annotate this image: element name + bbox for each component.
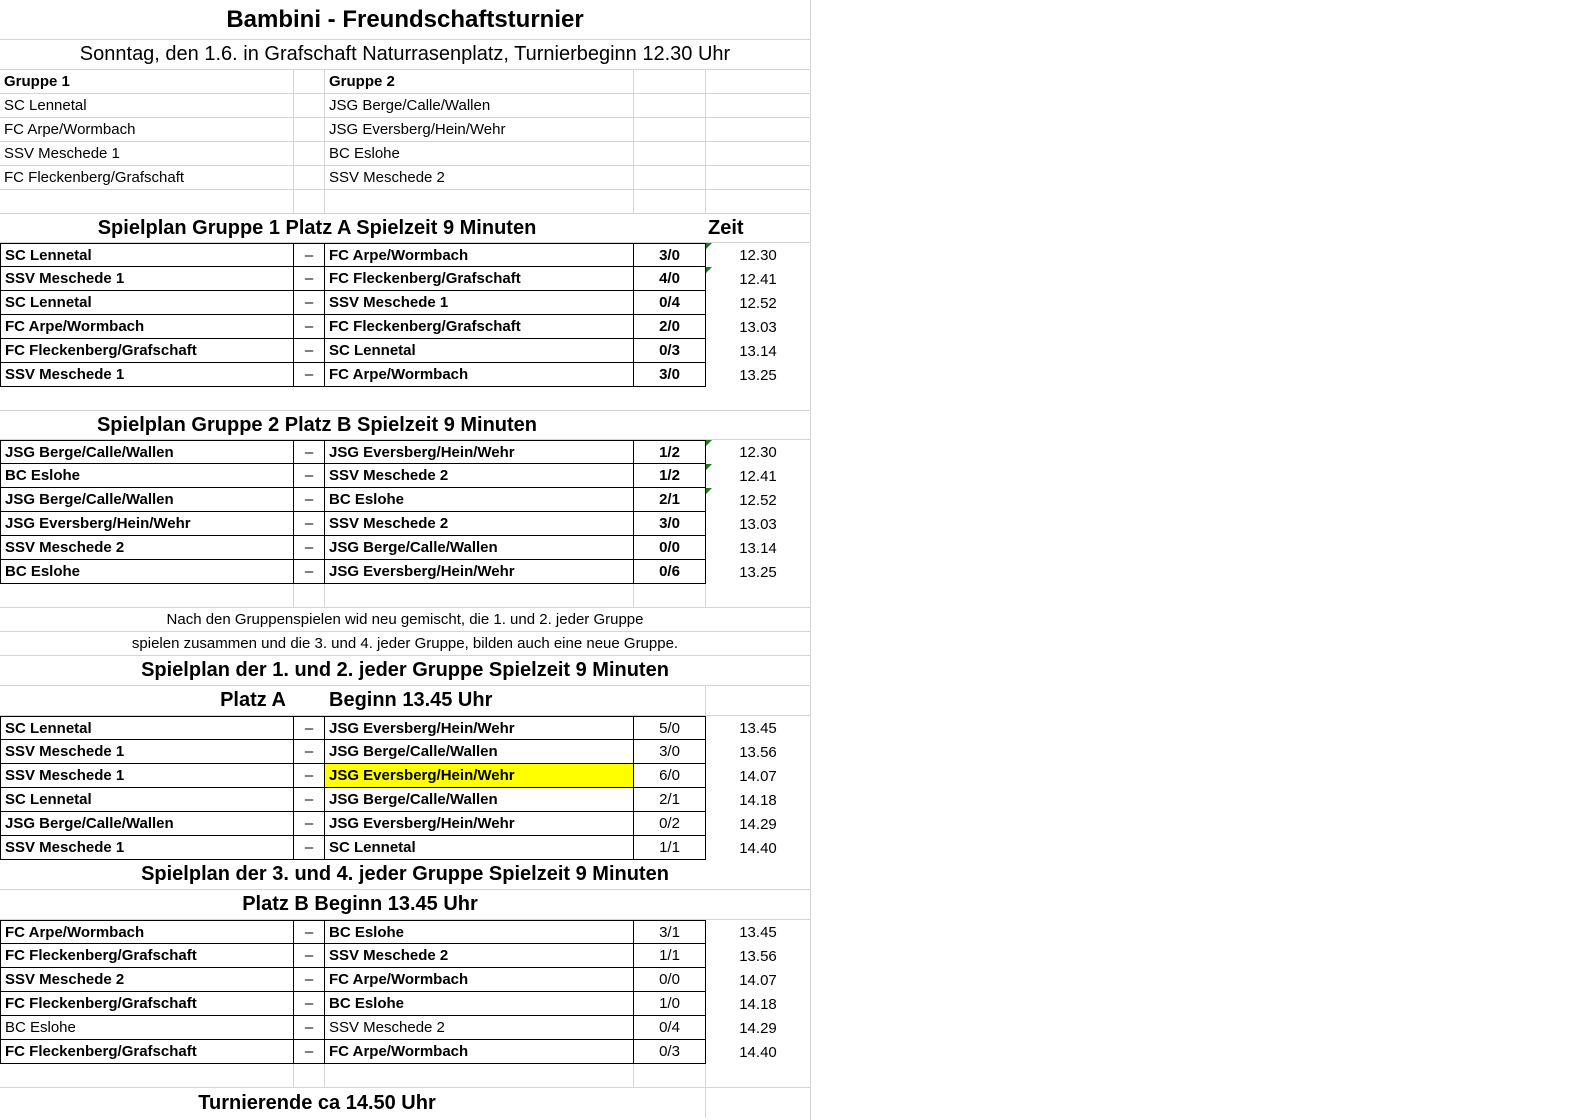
kickoff-time: 14.40	[739, 839, 777, 857]
title-row	[0, 0, 810, 40]
home-team: SSV Meschede 1	[0, 836, 294, 860]
home-team: BC Eslohe	[0, 1016, 294, 1040]
home-team: BC Eslohe	[0, 560, 294, 584]
away-team: JSG Eversberg/Hein/Wehr	[325, 440, 634, 464]
away-team: JSG Berge/Calle/Wallen	[325, 740, 634, 764]
away-team: FC Arpe/Wormbach	[325, 968, 634, 992]
kickoff-time: 14.29	[739, 1019, 777, 1037]
kickoff-time: 12.52	[739, 491, 777, 509]
versus-dash: –	[294, 1040, 325, 1064]
score: 1/2	[634, 440, 706, 464]
away-team: SSV Meschede 2	[325, 464, 634, 488]
comment-marker-icon	[706, 267, 712, 273]
kickoff-time: 13.56	[739, 743, 777, 761]
score: 2/1	[634, 488, 706, 512]
group1-team: FC Fleckenberg/Grafschaft	[0, 166, 294, 189]
versus-dash: –	[294, 992, 325, 1016]
game-row	[0, 1016, 810, 1040]
home-team: FC Fleckenberg/Grafschaft	[0, 1040, 294, 1064]
section1-heading: Spielplan Gruppe 1 Platz A Spielzeit 9 Minuten	[97, 216, 537, 239]
kickoff-time: 12.41	[739, 270, 777, 288]
group1-team: SSV Meschede 1	[0, 142, 294, 165]
kickoff-time: 14.18	[739, 791, 777, 809]
group2-label: Gruppe 2	[325, 70, 634, 93]
score: 1/0	[634, 992, 706, 1016]
empty-row	[0, 584, 810, 608]
note-row	[0, 608, 810, 632]
kickoff-time: 13.14	[739, 539, 777, 557]
home-team: SSV Meschede 1	[0, 740, 294, 764]
score: 3/1	[634, 920, 706, 944]
empty-row	[0, 1064, 810, 1088]
kickoff-time: 12.30	[739, 443, 777, 461]
game-row	[0, 243, 810, 267]
versus-dash: –	[294, 740, 325, 764]
away-team: FC Arpe/Wormbach	[325, 363, 634, 387]
group2-team: BC Eslohe	[325, 142, 634, 165]
section2-heading-row	[0, 411, 810, 440]
game-row	[0, 560, 810, 584]
page-subtitle: Sonntag, den 1.6. in Grafschaft Naturrasenplatz, Turnierbeginn 12.30 Uhr	[79, 43, 731, 65]
score: 0/4	[634, 1016, 706, 1040]
comment-marker-icon	[706, 464, 712, 470]
home-team: JSG Berge/Calle/Wallen	[0, 440, 294, 464]
versus-dash: –	[294, 836, 325, 860]
game-row	[0, 315, 810, 339]
game-row	[0, 1040, 810, 1064]
home-team: SSV Meschede 1	[0, 267, 294, 291]
game-row	[0, 764, 810, 788]
section2-heading: Spielplan Gruppe 2 Platz B Spielzeit 9 Minuten	[96, 413, 538, 436]
versus-dash: –	[294, 464, 325, 488]
score: 1/2	[634, 464, 706, 488]
versus-dash: –	[294, 488, 325, 512]
section4-heading: Spielplan der 3. und 4. jeder Gruppe Spielzeit 9 Minuten	[141, 863, 669, 885]
home-team: FC Arpe/Wormbach	[0, 315, 294, 339]
away-team: FC Arpe/Wormbach	[325, 243, 634, 267]
game-row	[0, 944, 810, 968]
away-team: BC Eslohe	[325, 992, 634, 1016]
empty-row	[0, 387, 810, 411]
home-team: SC Lennetal	[0, 243, 294, 267]
game-row	[0, 440, 810, 464]
section3-heading-row	[0, 656, 810, 686]
game-row	[0, 363, 810, 387]
section4-platz-beginn: Platz B Beginn 13.45 Uhr	[242, 893, 478, 915]
home-team: JSG Eversberg/Hein/Wehr	[0, 512, 294, 536]
versus-dash: –	[294, 512, 325, 536]
game-row	[0, 339, 810, 363]
kickoff-time: 13.25	[739, 563, 777, 581]
home-team: JSG Berge/Calle/Wallen	[0, 488, 294, 512]
kickoff-time: 12.52	[739, 294, 777, 312]
group2-team: SSV Meschede 2	[325, 166, 634, 189]
comment-marker-icon	[706, 243, 712, 249]
game-row	[0, 740, 810, 764]
score: 6/0	[634, 764, 706, 788]
kickoff-time: 13.14	[739, 342, 777, 360]
footer-row	[0, 1088, 810, 1118]
kickoff-time: 13.25	[739, 366, 777, 384]
versus-dash: –	[294, 788, 325, 812]
section3-games	[0, 716, 810, 860]
group-row	[0, 94, 810, 118]
group1-label: Gruppe 1	[0, 70, 294, 93]
away-team: JSG Eversberg/Hein/Wehr	[325, 560, 634, 584]
score: 1/1	[634, 836, 706, 860]
home-team: FC Arpe/Wormbach	[0, 920, 294, 944]
note-row	[0, 632, 810, 656]
section4-heading-row	[0, 860, 810, 890]
home-team: SSV Meschede 1	[0, 764, 294, 788]
home-team: SSV Meschede 2	[0, 536, 294, 560]
away-team: SSV Meschede 2	[325, 1016, 634, 1040]
kickoff-time: 12.41	[739, 467, 777, 485]
home-team: FC Fleckenberg/Grafschaft	[0, 944, 294, 968]
score: 0/3	[634, 1040, 706, 1064]
game-row	[0, 812, 810, 836]
game-row	[0, 512, 810, 536]
section2-games	[0, 440, 810, 584]
section3-platz-row	[0, 686, 810, 716]
versus-dash: –	[294, 315, 325, 339]
versus-dash: –	[294, 536, 325, 560]
group1-team: SC Lennetal	[0, 94, 294, 117]
home-team: SC Lennetal	[0, 716, 294, 740]
section4-platz-row	[0, 890, 810, 920]
kickoff-time: 13.45	[739, 923, 777, 941]
game-row	[0, 267, 810, 291]
group-row	[0, 166, 810, 190]
score: 0/4	[634, 291, 706, 315]
group-row	[0, 118, 810, 142]
away-team: SC Lennetal	[325, 836, 634, 860]
section3-beginn: Beginn 13.45 Uhr	[329, 689, 493, 711]
versus-dash: –	[294, 339, 325, 363]
game-row	[0, 968, 810, 992]
note-line-2: spielen zusammen und die 3. und 4. jeder Gruppe, bilden auch eine neue Gruppe.	[131, 635, 679, 652]
comment-marker-icon	[706, 440, 712, 446]
away-team: JSG Berge/Calle/Wallen	[325, 536, 634, 560]
away-team: FC Arpe/Wormbach	[325, 1040, 634, 1064]
away-team: JSG Berge/Calle/Wallen	[325, 788, 634, 812]
game-row	[0, 716, 810, 740]
section3-heading: Spielplan der 1. und 2. jeder Gruppe Spielzeit 9 Minuten	[141, 659, 669, 681]
away-team: BC Eslohe	[325, 488, 634, 512]
score: 4/0	[634, 267, 706, 291]
score: 3/0	[634, 243, 706, 267]
home-team: SC Lennetal	[0, 788, 294, 812]
note-line-1: Nach den Gruppenspielen wid neu gemischt, die 1. und 2. jeder Gruppe	[166, 611, 644, 628]
group2-team: JSG Eversberg/Hein/Wehr	[325, 118, 634, 141]
page-title: Bambini - Freundschaftsturnier	[226, 5, 584, 33]
score: 2/0	[634, 315, 706, 339]
versus-dash: –	[294, 764, 325, 788]
kickoff-time: 13.45	[739, 719, 777, 737]
time-column-label: Zeit	[708, 216, 744, 239]
score: 1/1	[634, 944, 706, 968]
score: 3/0	[634, 740, 706, 764]
tournament-end: Turnierende ca 14.50 Uhr	[198, 1091, 436, 1114]
section3-platz: Platz A	[220, 689, 286, 711]
score: 0/6	[634, 560, 706, 584]
empty-row	[0, 190, 810, 214]
away-team: JSG Eversberg/Hein/Wehr	[325, 764, 634, 788]
versus-dash: –	[294, 267, 325, 291]
section1-heading-row	[0, 214, 810, 243]
away-team: FC Fleckenberg/Grafschaft	[325, 267, 634, 291]
away-team: SSV Meschede 2	[325, 512, 634, 536]
group2-team: JSG Berge/Calle/Wallen	[325, 94, 634, 117]
versus-dash: –	[294, 363, 325, 387]
score: 0/0	[634, 536, 706, 560]
kickoff-time: 14.07	[739, 767, 777, 785]
versus-dash: –	[294, 1016, 325, 1040]
comment-marker-icon	[706, 488, 712, 494]
subtitle-row	[0, 40, 810, 70]
score: 0/2	[634, 812, 706, 836]
home-team: SSV Meschede 1	[0, 363, 294, 387]
home-team: FC Fleckenberg/Grafschaft	[0, 339, 294, 363]
versus-dash: –	[294, 920, 325, 944]
kickoff-time: 14.18	[739, 995, 777, 1013]
kickoff-time: 12.30	[739, 246, 777, 264]
home-team: SC Lennetal	[0, 291, 294, 315]
home-team: BC Eslohe	[0, 464, 294, 488]
game-row	[0, 920, 810, 944]
kickoff-time: 13.56	[739, 947, 777, 965]
game-row	[0, 788, 810, 812]
game-row	[0, 536, 810, 560]
score: 3/0	[634, 363, 706, 387]
kickoff-time: 14.40	[739, 1043, 777, 1061]
kickoff-time: 13.03	[739, 318, 777, 336]
score: 3/0	[634, 512, 706, 536]
away-team: BC Eslohe	[325, 920, 634, 944]
away-team: FC Fleckenberg/Grafschaft	[325, 315, 634, 339]
home-team: FC Fleckenberg/Grafschaft	[0, 992, 294, 1016]
versus-dash: –	[294, 812, 325, 836]
home-team: SSV Meschede 2	[0, 968, 294, 992]
away-team: SSV Meschede 1	[325, 291, 634, 315]
away-team: SSV Meschede 2	[325, 944, 634, 968]
versus-dash: –	[294, 440, 325, 464]
kickoff-time: 14.29	[739, 815, 777, 833]
away-team: SC Lennetal	[325, 339, 634, 363]
home-team: JSG Berge/Calle/Wallen	[0, 812, 294, 836]
game-row	[0, 464, 810, 488]
score: 0/3	[634, 339, 706, 363]
section4-games	[0, 920, 810, 1064]
group-row	[0, 142, 810, 166]
game-row	[0, 836, 810, 860]
away-team: JSG Eversberg/Hein/Wehr	[325, 716, 634, 740]
versus-dash: –	[294, 291, 325, 315]
game-row	[0, 992, 810, 1016]
versus-dash: –	[294, 968, 325, 992]
versus-dash: –	[294, 944, 325, 968]
group1-team: FC Arpe/Wormbach	[0, 118, 294, 141]
kickoff-time: 13.03	[739, 515, 777, 533]
score: 0/0	[634, 968, 706, 992]
away-team: JSG Eversberg/Hein/Wehr	[325, 812, 634, 836]
game-row	[0, 488, 810, 512]
section1-games	[0, 243, 810, 387]
kickoff-time: 14.07	[739, 971, 777, 989]
game-row	[0, 291, 810, 315]
versus-dash: –	[294, 560, 325, 584]
score: 2/1	[634, 788, 706, 812]
versus-dash: –	[294, 716, 325, 740]
groups-header-row	[0, 70, 810, 94]
score: 5/0	[634, 716, 706, 740]
versus-dash: –	[294, 243, 325, 267]
